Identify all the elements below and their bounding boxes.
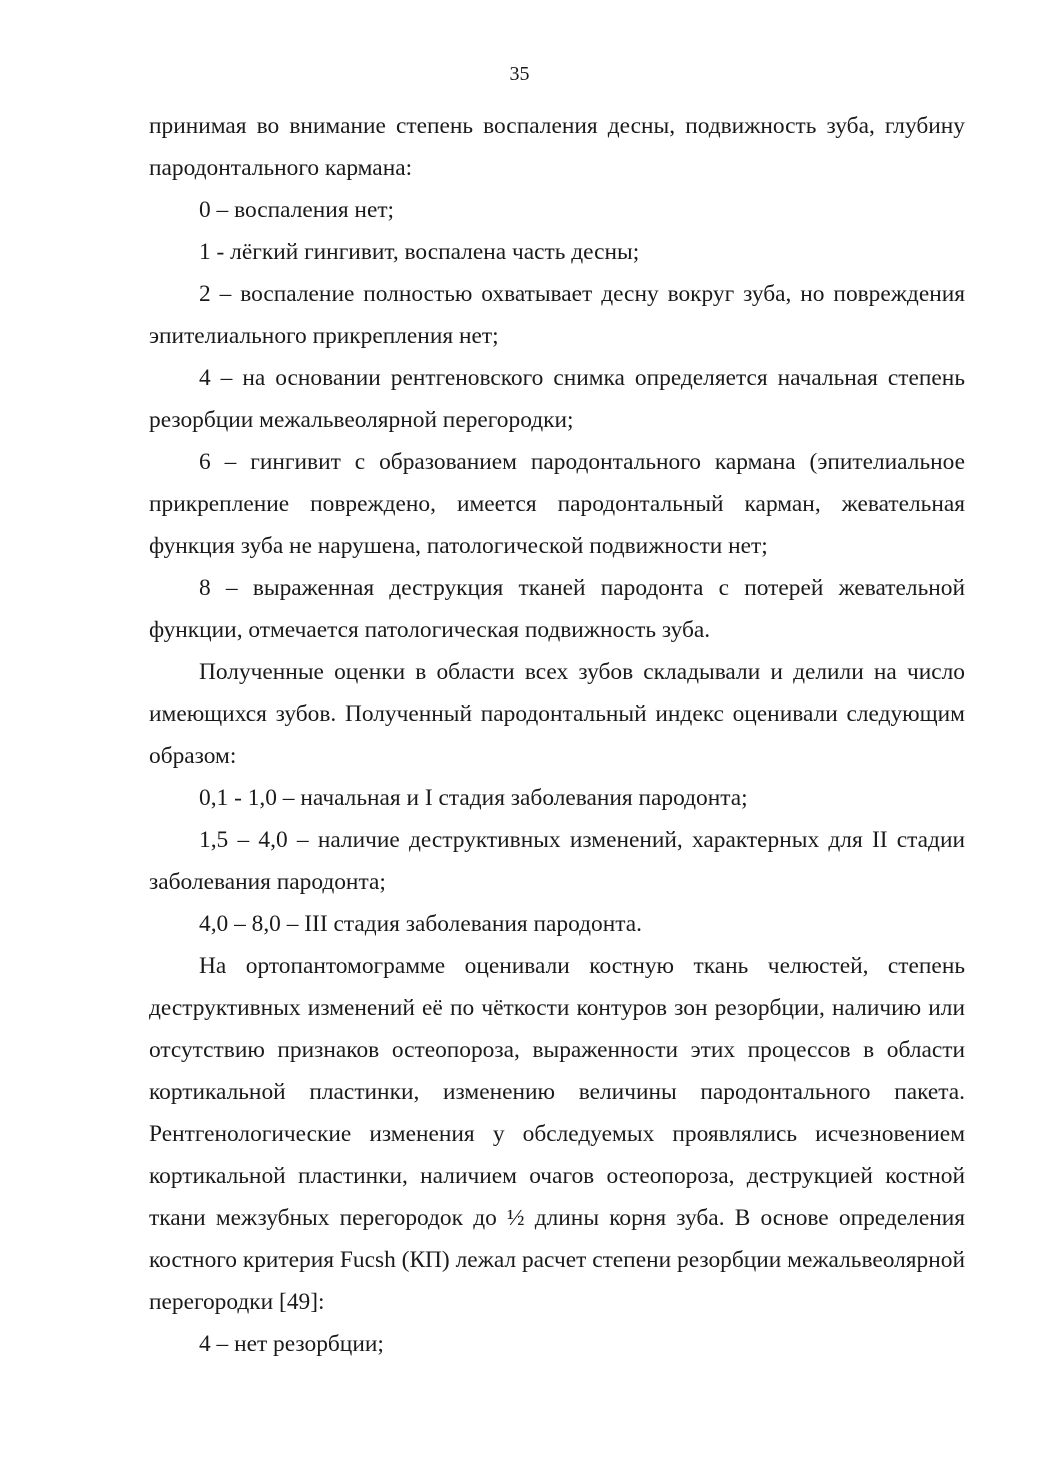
paragraph-intro-criteria: принимая во внимание степень воспаления десны, подвижность зуба, глубину пародонтального кармана: <box>149 113 965 181</box>
document-body <box>149 105 965 1365</box>
list-item-index-range-2: 1,5 – 4,0 – наличие деструктивных изменений, характерных для II стадии заболевания пародонта; <box>149 827 965 895</box>
page-number: 35 <box>509 63 530 85</box>
list-item-score-2: 2 – воспаление полностью охватывает десну вокруг зуба, но повреждения эпителиального прикрепления нет; <box>149 281 965 349</box>
list-item-score-4: 4 – на основании рентгеновского снимка определяется начальная степень резорбции межальвеолярной перегородки; <box>149 365 965 433</box>
list-item-resorption-4: 4 – нет резорбции; <box>199 1331 384 1357</box>
paragraph-orthopantomogram: На ортопантомограмме оценивали костную ткань челюстей, степень деструктивных изменений её по чёткости контуров зон резорбции, наличию или отсутствию признаков остеопороза, выраженности этих процессов в области кортикальной пластинки, изменению величины пародонтального пакета. Рентгенологические изменения у обследуемых проявлялись исчезновением кортикальной пластинки, наличием очагов остеопороза, деструкцией костной ткани межзубных перегородок до ½ длины корня зуба. В основе определения костного критерия Fucsh (КП) лежал расчет степени резорбции межальвеолярной перегородки [49]: <box>149 953 965 1315</box>
list-item-index-range-1: 0,1 - 1,0 – начальная и I стадия заболевания пародонта; <box>199 785 748 811</box>
list-item-score-8: 8 – выраженная деструкция тканей пародонта с потерей жевательной функции, отмечается патологическая подвижность зуба. <box>149 575 965 643</box>
list-item-index-range-3: 4,0 – 8,0 – III стадия заболевания пародонта. <box>199 911 642 937</box>
list-item-score-6: 6 – гингивит с образованием пародонтального кармана (эпителиальное прикрепление повреждено, имеется пародонтальный карман, жевательная функция зуба не нарушена, патологической подвижности нет; <box>149 449 965 559</box>
list-item-score-0: 0 – воспаления нет; <box>199 197 395 223</box>
list-item-score-1: 1 - лёгкий гингивит, воспалена часть десны; <box>199 239 640 265</box>
paragraph-index-calculation: Полученные оценки в области всех зубов складывали и делили на число имеющихся зубов. Полученный пародонтальный индекс оценивали следующим образом: <box>149 659 965 769</box>
